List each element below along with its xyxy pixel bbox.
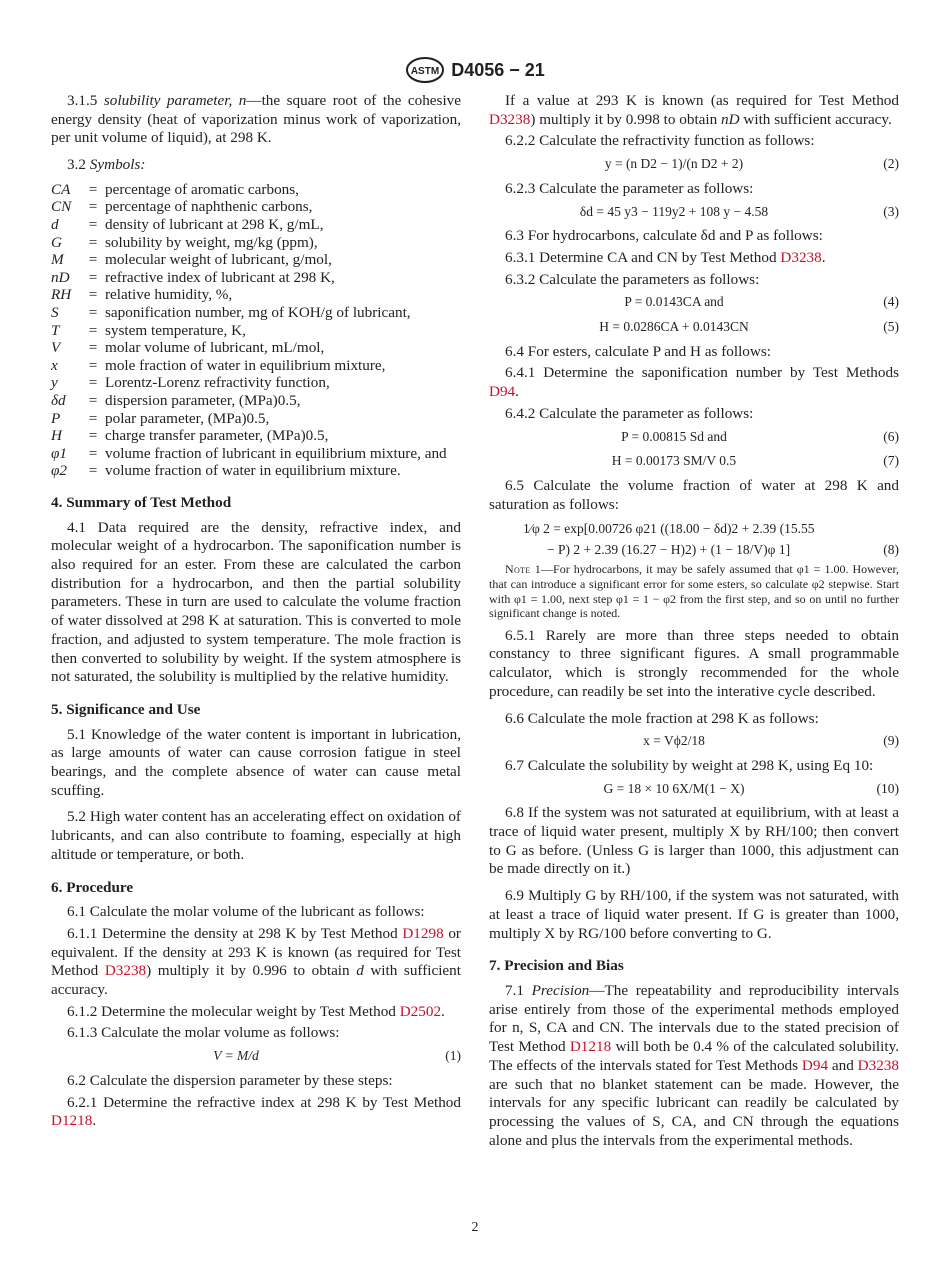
- para-3-2: 3.2 Symbols:: [67, 156, 146, 174]
- link-d94[interactable]: D94: [801, 1056, 829, 1074]
- symbol: φ1: [51, 444, 67, 462]
- symbol-description: system temperature, K,: [105, 321, 246, 339]
- equals-sign: =: [88, 216, 98, 233]
- para-6-1-2: 6.1.2 Determine the molecular weight by Test Method D2502.: [67, 1002, 445, 1020]
- section-4-title: 4. Summary of Test Method: [51, 493, 232, 511]
- symbol-description: percentage of aromatic carbons,: [105, 180, 299, 198]
- para-6-6: 6.6 Calculate the mole fraction at 298 K as follows:: [505, 709, 819, 727]
- symbol-row: [51, 357, 461, 375]
- symbol-description: refractive index of lubricant at 298 K,: [105, 268, 335, 286]
- page-number: 2: [471, 1220, 479, 1235]
- symbol-row: [51, 410, 461, 428]
- para-6-4-2: 6.4.2 Calculate the parameter as follows:: [505, 404, 754, 422]
- equation-4: P = 0.0143CA and (4): [624, 294, 899, 310]
- section-6-title: 6. Procedure: [51, 878, 134, 896]
- symbol: nD: [51, 268, 70, 286]
- symbol: x: [51, 356, 58, 374]
- para-6-2-1-cont: If a value at 293 K is known (as required for Test Method D3238) multiply it by 0.998 to obtain nD with sufficient accuracy.: [489, 92, 899, 128]
- para-4-1: 4.1 Data required are the density, refractive index, and molecular weight of a hydrocarbon. The saponification number is also required for an ester. From these are calculated the carbon distribution for a hydrocarbon, and then the partial solubility parameters. These in turn are used to calculate the volume fraction of water dissolved at 298 K at saturation. This is converted to mole fraction, and adjusted to system temperature. The mole fraction is then converted to solubility by weight. If the system atmosphere is not saturated, the solubility is multiplied by the relative humidity.: [51, 518, 461, 686]
- para-6-4-1: 6.4.1 Determine the saponification number by Test Methods D94.: [489, 364, 899, 401]
- equals-sign: =: [88, 356, 98, 374]
- symbol-description: volume fraction of water in equilibrium mixture.: [105, 462, 401, 480]
- equation-8: 1⁄φ 2 = exp[0.00726 φ21 ((18.00 − δd)2 + 2.39 (15.55 − P) 2 + 2.39 (16.27 − H)2) + (1 − 18/V)φ 1] (8): [523, 521, 899, 558]
- para-5-1: 5.1 Knowledge of the water content is important in lubrication, as large amounts of water can cause corrosion fatigue in steel bearings, and the complete absence of water can cause metal scuffing.: [51, 725, 461, 799]
- link-d94[interactable]: D94: [489, 383, 516, 401]
- para-6-3: 6.3 For hydrocarbons, calculate δd and P as follows:: [505, 227, 823, 245]
- equals-sign: =: [88, 444, 98, 462]
- symbol-description: solubility by weight, mg/kg (ppm),: [105, 233, 318, 251]
- symbol-description: volume fraction of lubricant in equilibrium mixture, and: [105, 444, 447, 462]
- symbol-row: [51, 251, 461, 269]
- equals-sign: =: [88, 198, 98, 216]
- astm-logo-icon: [405, 56, 445, 84]
- para-6-9: 6.9 Multiply G by RH/100, if the system was not saturated, with at least a trace of liquid water present. If G is greater than 1000, multiply X by RG/100 before converting to G.: [489, 887, 899, 942]
- link-d1218[interactable]: D1218: [51, 1112, 93, 1130]
- symbol-description: molecular weight of lubricant, g/mol,: [105, 251, 332, 269]
- symbol-row: [51, 234, 461, 252]
- equals-sign: =: [88, 268, 98, 286]
- para-6-7: 6.7 Calculate the solubility by weight at 298 K, using Eq 10:: [505, 756, 874, 774]
- equation-6: P = 0.00815 Sd and (6): [621, 428, 899, 444]
- equals-sign: =: [88, 303, 98, 321]
- symbol-row: [51, 374, 461, 392]
- symbol: G: [51, 233, 62, 251]
- equation-9: x = Vϕ2/18 (9): [643, 733, 899, 749]
- link-d3238[interactable]: D3238: [857, 1056, 899, 1074]
- equals-sign: =: [88, 427, 98, 445]
- para-6-2-2: 6.2.2 Calculate the refractivity function as follows:: [505, 132, 815, 150]
- equals-sign: =: [88, 462, 98, 480]
- section-5-title: 5. Significance and Use: [51, 700, 201, 718]
- symbol-row: [51, 181, 461, 199]
- para-5-2: 5.2 High water content has an accelerating effect on oxidation of lubricants, and can also contribute to foaming, especially at high altitude or temperature, or both.: [51, 808, 461, 863]
- symbol-row: [51, 392, 461, 410]
- para-6-5-1: 6.5.1 Rarely are more than three steps needed to obtain constancy to three significant figures. A small programmable calculator, which is strongly recommended for the whole procedure, can readily be set into the interative cycle described.: [489, 626, 899, 700]
- symbol-description: mole fraction of water in equilibrium mixture,: [105, 356, 386, 374]
- symbol-row: [51, 269, 461, 287]
- equation-7: H = 0.00173 SM/V 0.5 (7): [611, 453, 899, 469]
- para-6-2-1: 6.2.1 Determine the refractive index at 298 K by Test Method D1218.: [51, 1093, 461, 1130]
- symbol-description: dispersion parameter, (MPa)0.5,: [105, 391, 301, 409]
- para-6-2-3: 6.2.3 Calculate the parameter as follows:: [505, 179, 754, 197]
- link-d1298[interactable]: D1298: [402, 924, 444, 942]
- para-6-8: 6.8 If the system was not saturated at equilibrium, with at least a trace of liquid water present, multiply X by RH/100; then convert to G as before. (Unless G is larger than 1000, this adjustment can be made directly on it.): [489, 804, 899, 878]
- equation-1: V = M/d (1): [213, 1048, 461, 1064]
- symbol: d: [51, 216, 59, 233]
- equation-5: H = 0.0286CA + 0.0143CN (5): [599, 319, 899, 335]
- symbol: RH: [51, 286, 72, 304]
- symbol: y: [51, 374, 58, 392]
- symbol-row: [51, 427, 461, 445]
- symbol-description: percentage of naphthenic carbons,: [105, 198, 313, 216]
- symbol-row: [51, 198, 461, 216]
- link-d2502[interactable]: D2502: [399, 1002, 442, 1020]
- equation-10: G = 18 × 10 6X/M(1 − X) (10): [603, 780, 899, 796]
- para-6-1-3: 6.1.3 Calculate the molar volume as follows:: [67, 1024, 340, 1042]
- left-column: [51, 92, 461, 1134]
- symbol: P: [51, 409, 61, 427]
- symbol: φ2: [51, 462, 67, 480]
- symbol-description: Lorentz-Lorenz refractivity function,: [105, 374, 330, 392]
- symbol-description: charge transfer parameter, (MPa)0.5,: [105, 427, 329, 445]
- link-d3238[interactable]: D3238: [489, 110, 531, 128]
- symbol-row: [51, 462, 461, 480]
- para-6-1: 6.1 Calculate the molar volume of the lubricant as follows:: [67, 903, 425, 921]
- equals-sign: =: [88, 409, 98, 427]
- para-6-2: 6.2 Calculate the dispersion parameter by these steps:: [67, 1071, 393, 1089]
- symbol: CA: [51, 180, 71, 198]
- link-d1218[interactable]: D1218: [569, 1038, 612, 1056]
- para-6-5: 6.5 Calculate the volume fraction of water at 298 K and saturation as follows:: [489, 476, 899, 513]
- para-3-1-5: 3.1.5 solubility parameter, n—the square root of the cohesive energy density (heat of vaporization minus work of vaporization, per unit volume of liquid), at 298 K.: [51, 92, 462, 147]
- para-6-3-2: 6.3.2 Calculate the parameters as follows:: [505, 270, 760, 288]
- symbol-description: molar volume of lubricant, mL/mol,: [105, 339, 325, 357]
- symbol: S: [51, 303, 59, 321]
- symbol-description: relative humidity, %,: [105, 286, 233, 304]
- equals-sign: =: [88, 374, 98, 392]
- symbol: V: [51, 339, 61, 357]
- note-1: Note 1—For hydrocarbons, it may be safely assumed that φ1 = 1.00. However, that can introduce a significant error for some esters, so calculate φ2 stepwise. Start with φ1 = 1.00, next step φ1 = 1 − φ2 from the first step, and so on until no further significant change is noted.: [489, 562, 899, 621]
- symbol-row: [51, 322, 461, 340]
- equals-sign: =: [88, 286, 98, 304]
- symbol-row: [51, 339, 461, 357]
- equals-sign: =: [88, 339, 98, 357]
- equals-sign: =: [88, 391, 98, 409]
- symbol-row: [51, 286, 461, 304]
- designation: D4056 − 21: [451, 59, 545, 80]
- symbol: δd: [51, 391, 66, 409]
- equals-sign: =: [88, 180, 98, 198]
- symbol-description: polar parameter, (MPa)0.5,: [105, 409, 270, 427]
- para-7-1: 7.1 Precision—The repeatability and reproducibility intervals arise entirely from those of the experimental methods employed for n, S, CA and CN. The intervals due to the stated precision of Test Method D1218 will both be 0.4 % of the calculated solubility. The effects of the intervals stated for Test Methods D94 and D3238 are such that no blanket statement can be made. However, the intervals for any specific lubricant can readily be calculated by processing the values of S, CA, and CN through the equations alone and plus the intervals from the experimental methods.: [489, 981, 900, 1149]
- equation-2: y = (n D2 − 1)/(n D2 + 2) (2): [604, 156, 899, 172]
- symbol-row: [51, 304, 461, 322]
- right-column: [489, 92, 899, 1153]
- symbol: T: [51, 321, 60, 339]
- symbol-row: [51, 216, 461, 234]
- page-header: [0, 56, 950, 84]
- symbol-description: density of lubricant at 298 K, g/mL,: [105, 216, 324, 233]
- symbol-row: [51, 445, 461, 463]
- section-7-title: 7. Precision and Bias: [489, 957, 624, 975]
- symbol: M: [51, 251, 64, 269]
- svg-text:ASTM: ASTM: [411, 66, 440, 77]
- equation-3: δd = 45 y3 − 119y2 + 108 y − 4.58 (3): [579, 203, 899, 219]
- para-6-1-1: 6.1.1 Determine the density at 298 K by Test Method D1298 or equivalent. If the density at 293 K is known (as required for Test Method D3238) multiply it by 0.996 to obtain d with sufficient accuracy.: [51, 924, 461, 999]
- link-d3238[interactable]: D3238: [780, 248, 822, 266]
- symbols-table: [51, 181, 461, 480]
- equals-sign: =: [88, 321, 98, 339]
- para-6-4: 6.4 For esters, calculate P and H as follows:: [505, 342, 772, 360]
- para-6-3-1: 6.3.1 Determine CA and CN by Test Method D3238.: [505, 248, 826, 266]
- symbol: CN: [51, 198, 72, 216]
- equals-sign: =: [88, 233, 98, 251]
- equals-sign: =: [88, 251, 98, 269]
- symbol: H: [51, 427, 62, 445]
- link-d3238[interactable]: D3238: [104, 962, 147, 980]
- symbol-description: saponification number, mg of KOH/g of lubricant,: [105, 303, 411, 321]
